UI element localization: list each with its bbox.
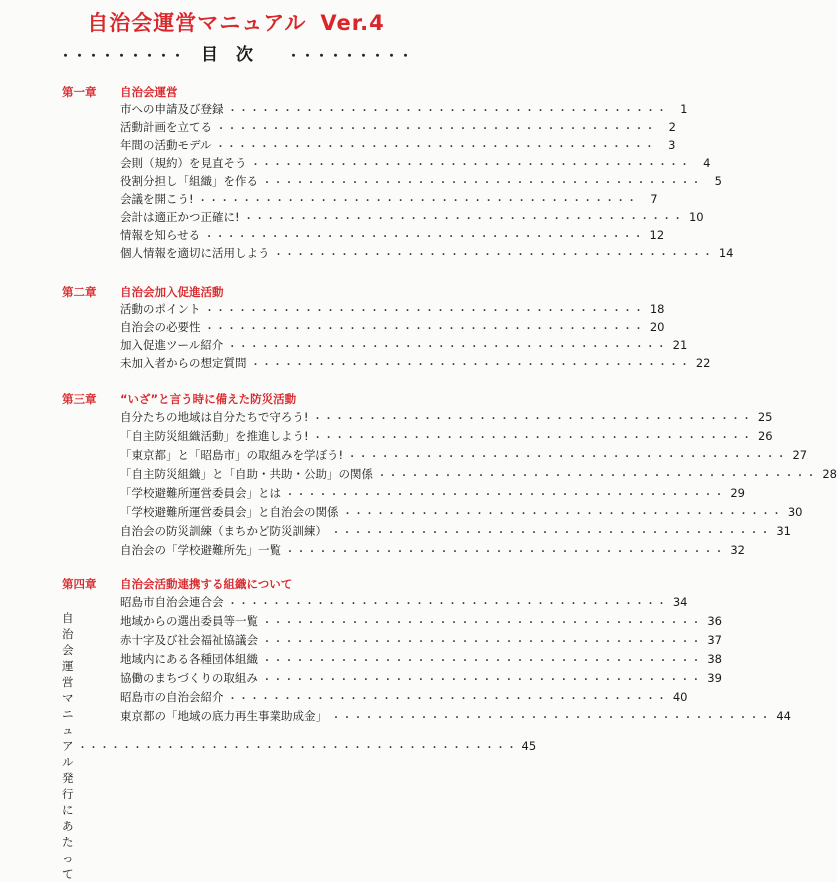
- toc-entry[interactable]: [120, 465, 837, 483]
- entry-title: 自分たちの地域は自分たちで守ろう!: [120, 410, 309, 424]
- entry-page: 1: [680, 102, 688, 116]
- entry-page: 37: [707, 633, 722, 647]
- entry-page: 38: [707, 652, 722, 666]
- toc-entry[interactable]: [120, 688, 688, 706]
- leader-dots: ・・・・・・・・・・・・・・・・・・・・・・・・・・・・・・・・・・・・・・・・: [262, 617, 702, 629]
- entry-title: 「学校避難所運営委員会」と自治会の関係: [120, 505, 339, 519]
- entry-page: 34: [672, 595, 688, 609]
- entry-page: 5: [714, 174, 722, 188]
- chapter-number: 第二章: [62, 285, 97, 299]
- entry-page: 26: [757, 429, 773, 443]
- entry-page: 18: [649, 302, 665, 316]
- entry-title: 会計は適正かつ正確に!: [120, 210, 240, 224]
- toc-entry[interactable]: [120, 190, 658, 208]
- leader-dots: ・・・・・・・・・・・・・・・・・・・・・・・・・・・・・・・・・・・・・・・・: [285, 546, 725, 558]
- entry-title: 未加入者からの想定質問: [120, 356, 247, 370]
- entry-title: 会則（規約）を見直そう: [120, 156, 247, 170]
- entry-page: 29: [730, 486, 745, 500]
- entry-page: 32: [730, 543, 745, 557]
- entry-page: 44: [776, 709, 791, 723]
- leader-dots: ・・・・・・・・・・・・・・・・・・・・・・・・・・・・・・・・・・・・・・・・: [216, 123, 656, 135]
- toc-entry[interactable]: [120, 631, 722, 649]
- entry-page: 21: [672, 338, 688, 352]
- toc-entry[interactable]: [120, 650, 722, 668]
- toc-entry[interactable]: [120, 707, 791, 725]
- toc-entry[interactable]: [120, 208, 704, 226]
- entry-title: 加入促進ツール紹介: [120, 338, 224, 352]
- entry-page: 7: [650, 192, 658, 206]
- toc-entry[interactable]: [120, 336, 688, 354]
- entry-page: 22: [695, 356, 711, 370]
- leader-dots: ・・・・・・・・・・・・・・・・・・・・・・・・・・・・・・・・・・・・・・・・: [273, 249, 714, 261]
- entry-title: 協働のまちづくりの取組み: [120, 671, 258, 685]
- toc-entry[interactable]: [120, 484, 745, 502]
- entry-title: 地域内にある各種団体組織: [120, 652, 258, 666]
- leader-dots: ・・・・・・・・・・・・・・・・・・・・・・・・・・・・・・・・・・・・・・・・: [377, 470, 817, 482]
- leader-dots: ・・・・・・・・・・・・・・・・・・・・・・・・・・・・・・・・・・・・・・・・: [342, 508, 783, 520]
- entry-page: 14: [718, 246, 734, 260]
- leader-dots: ・・・・・・・・・・・・・・・・・・・・・・・・・・・・・・・・・・・・・・・・: [77, 742, 518, 754]
- entry-title: 年間の活動モデル: [120, 138, 212, 152]
- entry-title: 昭島市の自治会紹介: [120, 690, 224, 704]
- entry-title: 情報を知らせる: [120, 228, 201, 242]
- leader-dots: ・・・・・・・・・・・・・・・・・・・・・・・・・・・・・・・・・・・・・・・・: [197, 195, 638, 207]
- leader-dots: ・・・・・・・・・・・・・・・・・・・・・・・・・・・・・・・・・・・・・・・・: [312, 413, 753, 425]
- toc-entry[interactable]: [120, 427, 773, 445]
- toc-entry[interactable]: [120, 446, 808, 464]
- toc-entry[interactable]: [120, 244, 734, 262]
- entry-page: 39: [707, 671, 722, 685]
- leader-dots: ・・・・・・・・・・・・・・・・・・・・・・・・・・・・・・・・・・・・・・・・: [312, 432, 753, 444]
- afterword-title: 自治会運営マニュアル発行にあたって: [62, 611, 74, 881]
- entry-title: 昭島市自治会連合会: [120, 595, 224, 609]
- entry-title: 会議を開こう!: [120, 192, 194, 206]
- entry-title: 自治会の「学校避難所先」一覧: [120, 543, 281, 557]
- leader-dots: ・・・・・・・・・・・・・・・・・・・・・・・・・・・・・・・・・・・・・・・・: [227, 598, 668, 610]
- chapter-number: 第一章: [62, 85, 97, 99]
- entry-title: 赤十字及び社会福祉協議会: [120, 633, 258, 647]
- entry-page: 40: [672, 690, 688, 704]
- chapter-3: [0, 391, 472, 409]
- leader-dots: ・・・・・・・・・・・・・・・・・・・・・・・・・・・・・・・・・・・・・・・・: [261, 674, 702, 686]
- entry-page: 12: [649, 228, 665, 242]
- toc-entry[interactable]: [120, 226, 665, 244]
- toc-entry[interactable]: [120, 522, 791, 540]
- entry-title: 「学校避難所運営委員会」とは: [120, 486, 281, 500]
- leader-dots: ・・・・・・・・・・・・・・・・・・・・・・・・・・・・・・・・・・・・・・・・: [250, 359, 691, 371]
- leader-dots: ・・・・・・・・・・・・・・・・・・・・・・・・・・・・・・・・・・・・・・・・: [227, 693, 668, 705]
- entry-page: 31: [776, 524, 791, 538]
- toc-entry[interactable]: [120, 118, 676, 136]
- entry-title: 役割分担し「組織」を作る: [120, 174, 258, 188]
- leader-dots: ・・・・・・・・・・・・・・・・・・・・・・・・・・・・・・・・・・・・・・・・: [347, 451, 788, 463]
- entry-title: 活動のポイント: [120, 302, 201, 316]
- entry-title: 市への申請及び登録: [120, 102, 224, 116]
- leader-dots: ・・・・・・・・・・・・・・・・・・・・・・・・・・・・・・・・・・・・・・・・: [262, 636, 702, 648]
- entry-title: 活動計画を立てる: [120, 120, 212, 134]
- entry-page: 4: [703, 156, 711, 170]
- chapter-4: [0, 576, 472, 594]
- toc-entry[interactable]: [120, 612, 722, 630]
- heading-dots-left: ・・・・・・・・・: [58, 49, 185, 64]
- entry-page: 10: [688, 210, 704, 224]
- chapter-title: “いざ”と言う時に備えた防災活動: [120, 392, 297, 406]
- toc-entry[interactable]: [120, 593, 688, 611]
- toc-label: 目次: [201, 45, 271, 65]
- entry-page: 25: [757, 410, 773, 424]
- entry-title: 「自主防災組織」と「自助・共助・公助」の関係: [120, 467, 373, 481]
- entry-page: 30: [787, 505, 803, 519]
- chapter-number: 第三章: [62, 392, 97, 406]
- toc-entry[interactable]: [120, 503, 803, 521]
- entry-title: 地域からの選出委員等一覧: [120, 614, 258, 628]
- entry-page: 3: [668, 138, 676, 152]
- leader-dots: ・・・・・・・・・・・・・・・・・・・・・・・・・・・・・・・・・・・・・・・・: [262, 177, 702, 189]
- title-text: 自治会運営マニュアル: [87, 11, 307, 35]
- chapter-title: 自治会加入促進活動: [120, 285, 224, 299]
- toc-heading: [0, 40, 472, 65]
- entry-title: 東京都の「地域の底力再生事業助成金」: [120, 709, 327, 723]
- entry-title: 個人情報を適切に活用しよう: [120, 246, 270, 260]
- chapter-number: 第四章: [62, 577, 97, 591]
- entry-title: 自治会の防災訓練（まちかど防災訓練）: [120, 524, 327, 538]
- toc-entry[interactable]: [120, 172, 722, 190]
- toc-entry[interactable]: [120, 318, 665, 336]
- toc-entry[interactable]: [120, 669, 722, 687]
- leader-dots: ・・・・・・・・・・・・・・・・・・・・・・・・・・・・・・・・・・・・・・・・: [204, 323, 645, 335]
- leader-dots: ・・・・・・・・・・・・・・・・・・・・・・・・・・・・・・・・・・・・・・・・: [227, 105, 668, 117]
- entry-title: 「自主防災組織活動」を推進しよう!: [120, 429, 309, 443]
- entry-page: 2: [668, 120, 676, 134]
- entry-page: 36: [707, 614, 722, 628]
- heading-dots-right: ・・・・・・・・・: [287, 49, 414, 64]
- entry-page: 28: [822, 467, 837, 481]
- toc-entry[interactable]: [120, 354, 711, 372]
- toc-entry[interactable]: [120, 154, 711, 172]
- leader-dots: ・・・・・・・・・・・・・・・・・・・・・・・・・・・・・・・・・・・・・・・・: [250, 159, 691, 171]
- leader-dots: ・・・・・・・・・・・・・・・・・・・・・・・・・・・・・・・・・・・・・・・・: [227, 341, 668, 353]
- entry-page: 27: [792, 448, 808, 462]
- entry-title: 自治会の必要性: [120, 320, 201, 334]
- leader-dots: ・・・・・・・・・・・・・・・・・・・・・・・・・・・・・・・・・・・・・・・・: [243, 213, 684, 225]
- leader-dots: ・・・・・・・・・・・・・・・・・・・・・・・・・・・・・・・・・・・・・・・・: [331, 712, 771, 724]
- entry-title: 「東京都」と「昭島市」の取組みを学ぼう!: [120, 448, 344, 462]
- chapter-title: 自治会活動連携する組織について: [120, 577, 293, 591]
- leader-dots: ・・・・・・・・・・・・・・・・・・・・・・・・・・・・・・・・・・・・・・・・: [215, 141, 656, 153]
- leader-dots: ・・・・・・・・・・・・・・・・・・・・・・・・・・・・・・・・・・・・・・・・: [285, 489, 725, 501]
- chapter-title: 自治会運営: [120, 85, 178, 99]
- toc-entry[interactable]: [120, 541, 745, 559]
- toc-entry[interactable]: [120, 100, 688, 118]
- leader-dots: ・・・・・・・・・・・・・・・・・・・・・・・・・・・・・・・・・・・・・・・・: [262, 655, 702, 667]
- leader-dots: ・・・・・・・・・・・・・・・・・・・・・・・・・・・・・・・・・・・・・・・・: [204, 305, 645, 317]
- afterword-page: 45: [521, 739, 537, 753]
- toc-entry[interactable]: [120, 300, 665, 318]
- document-title: [0, 7, 472, 37]
- leader-dots: ・・・・・・・・・・・・・・・・・・・・・・・・・・・・・・・・・・・・・・・・: [204, 231, 645, 243]
- entry-page: 20: [649, 320, 665, 334]
- toc-entry[interactable]: [120, 136, 676, 154]
- version-label: Ver.4: [320, 11, 385, 35]
- toc-entry[interactable]: [120, 408, 773, 426]
- leader-dots: ・・・・・・・・・・・・・・・・・・・・・・・・・・・・・・・・・・・・・・・・: [331, 527, 771, 539]
